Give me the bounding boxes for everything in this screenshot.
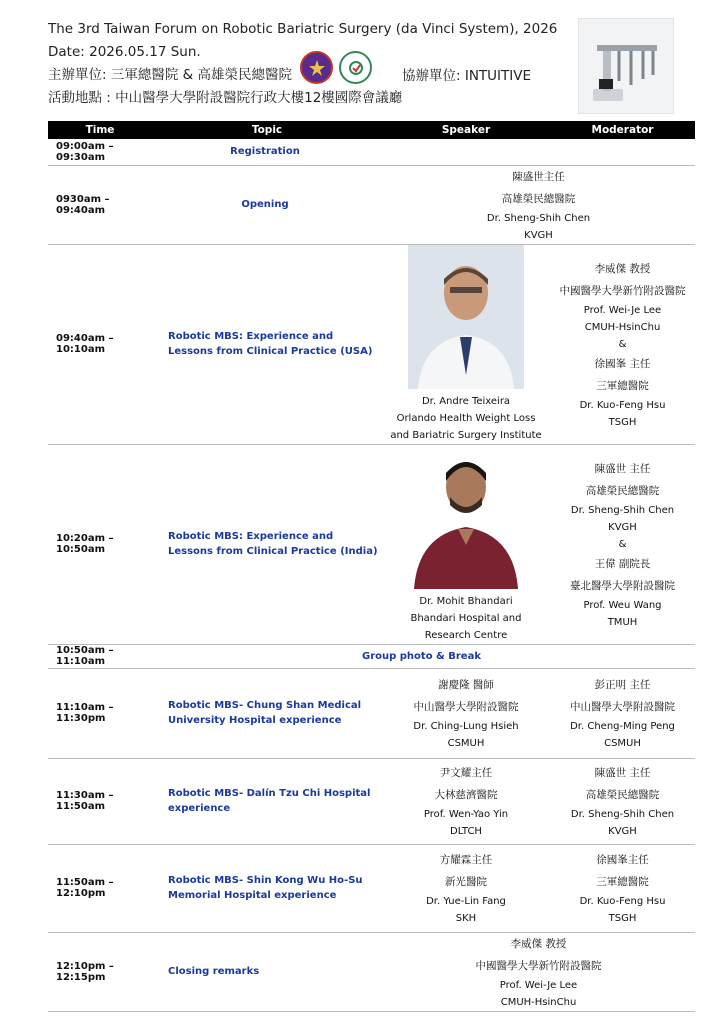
agenda-table: [48, 121, 695, 1012]
speaker-name-en: Dr. Yue-Lin Fang: [426, 896, 506, 907]
speaker-affiliation: and Bariatric Surgery Institute: [390, 429, 542, 441]
moderator-hospital-cn: 三軍總醫院: [596, 876, 649, 888]
speaker-affiliation: Orlando Health Weight Loss: [396, 412, 536, 424]
hospital-abbr: CMUH-HsinChu: [500, 996, 577, 1008]
moderator-name-en: Dr. Sheng-Shih Chen: [570, 504, 675, 516]
tsgh-logo-icon: [300, 51, 333, 84]
moderator-name-en: Prof. Weu Wang: [583, 599, 662, 611]
moderator-hospital-abbr: TSGH: [608, 913, 637, 924]
person-name-en: Dr. Sheng-Shih Chen: [486, 212, 591, 224]
row-time: 12:10pm – 12:15pm: [48, 932, 152, 1011]
moderator-hospital-abbr: TSGH: [608, 416, 637, 428]
moderator-hospital-abbr: KVGH: [608, 521, 637, 533]
row-time: 09:40am – 10:10am: [48, 244, 152, 444]
speaker-photo-mohit-bhandari: [408, 445, 524, 589]
agenda-row-closing: [48, 932, 695, 1011]
row-time: 09:00am –09:30am: [48, 139, 152, 165]
speaker-hospital-abbr: DLTCH: [450, 826, 482, 837]
agenda-header-row: [48, 121, 695, 139]
moderator-name-cn: 陳盛世 主任: [594, 767, 651, 779]
speaker-name-en: Prof. Wen-Yao Yin: [423, 809, 509, 820]
row-topic: Robotic MBS- Dalín Tzu Chi Hospital experience: [152, 758, 382, 844]
row-speaker: [382, 444, 550, 644]
host-logos: [300, 51, 372, 84]
row-time: 10:50am – 11:10am: [48, 644, 152, 668]
col-moderator: Moderator: [550, 121, 695, 139]
row-opening-officiant: [382, 165, 695, 244]
col-speaker: Speaker: [382, 121, 550, 139]
event-cohost: 協辦單位: INTUITIVE: [402, 68, 532, 84]
speaker-name: Dr. Andre Teixeira: [421, 395, 511, 407]
row-topic: Closing remarks: [152, 932, 382, 1011]
row-time: 11:50am – 12:10pm: [48, 844, 152, 932]
agenda-row-usa: [48, 244, 695, 444]
event-date: Date: 2026.05.17 Sun.: [48, 44, 201, 60]
moderator-name-en: Dr. Cheng-Ming Peng: [570, 721, 675, 732]
row-topic: Robotic MBS: Experience and Lessons from Clinical Practice (USA): [152, 244, 382, 444]
person-name-cn: 李威傑 教授: [510, 937, 567, 950]
event-venue: 活動地點 : 中山醫學大學附設醫院行政大樓12樓國際會議廳: [48, 90, 403, 106]
row-topic: Robotic MBS- Shin Kong Wu Ho-Su Memorial Hospital experience: [152, 844, 382, 932]
moderator-name-en: Prof. Wei-Je Lee: [583, 304, 662, 316]
moderator-hospital-abbr: KVGH: [608, 826, 637, 837]
row-moderator: [550, 668, 695, 758]
col-time: Time: [48, 121, 152, 139]
row-topic: Group photo & Break: [152, 644, 695, 668]
speaker-name-cn: 方耀霖主任: [439, 854, 493, 866]
hospital-abbr: KVGH: [524, 229, 553, 241]
row-time: 0930am – 09:40am: [48, 165, 152, 244]
agenda-row-break: [48, 644, 695, 668]
person-name-en: Prof. Wei-Je Lee: [499, 979, 578, 991]
moderator-name-en: Dr. Kuo-Feng Hsu: [579, 896, 666, 907]
agenda-row-india: [48, 444, 695, 644]
speaker-name-cn: 謝慶隆 醫師: [438, 679, 494, 691]
moderator-name-cn: 王偉 副院長: [594, 557, 651, 570]
row-time: 10:20am – 10:50am: [48, 444, 152, 644]
moderator-name-cn: 陳盛世 主任: [594, 462, 651, 475]
moderator-hospital-abbr: CMUH-HsinChu: [584, 321, 661, 333]
col-topic: Topic: [152, 121, 382, 139]
moderator-hospital-cn: 高雄榮民總醫院: [585, 789, 660, 801]
speaker-affiliation: Bhandari Hospital and: [410, 612, 522, 624]
speaker-hospital-cn: 新光醫院: [445, 876, 487, 888]
speaker-hospital-abbr: SKH: [455, 913, 477, 924]
moderator-name-en: Dr. Sheng-Shih Chen: [570, 809, 675, 820]
speaker-hospital-cn: 中山醫學大學附設醫院: [413, 701, 519, 713]
row-topic: Robotic MBS- Chung Shan Medical University Hospital experience: [152, 668, 382, 758]
row-speaker: [382, 244, 550, 444]
agenda-row-opening: [48, 165, 695, 244]
agenda-row-dalin: [48, 758, 695, 844]
person-name-cn: 陳盛世主任: [512, 170, 565, 183]
moderator-name-cn: 李威傑 教授: [594, 262, 651, 275]
row-speaker: [382, 758, 550, 844]
speaker-hospital-abbr: CSMUH: [447, 738, 485, 749]
speaker-hospital-cn: 大林慈濟醫院: [434, 789, 498, 801]
speaker-name: Dr. Mohit Bhandari: [419, 595, 513, 607]
kvgh-logo-icon: [339, 51, 372, 84]
row-topic: Robotic MBS: Experience and Lessons from Clinical Practice (India): [152, 444, 382, 644]
moderator-hospital-cn: 三軍總醫院: [596, 379, 649, 392]
row-speaker: [382, 844, 550, 932]
row-moderator: [550, 844, 695, 932]
hospital-cn: 中國醫學大學新竹附設醫院: [475, 959, 602, 972]
row-closing-officiant: [382, 932, 695, 1011]
agenda-row-skh: [48, 844, 695, 932]
speaker-name-en: Dr. Ching-Lung Hsieh: [413, 721, 519, 732]
row-moderator: [550, 758, 695, 844]
row-moderator: [550, 444, 695, 644]
speaker-affiliation: Research Centre: [424, 629, 508, 641]
row-topic: Opening: [152, 165, 382, 244]
moderator-separator: &: [618, 338, 627, 350]
hospital-cn: 高雄榮民總醫院: [501, 192, 576, 205]
moderator-hospital-cn: 臺北醫學大學附設醫院: [570, 579, 675, 592]
row-time: 11:10am – 11:30pm: [48, 668, 152, 758]
moderator-name-en: Dr. Kuo-Feng Hsu: [579, 399, 666, 411]
agenda-row-csmuh: [48, 668, 695, 758]
event-title: The 3rd Taiwan Forum on Robotic Bariatric Surgery (da Vinci System), 2026: [48, 21, 558, 37]
speaker-photo-andre-teixeira: [408, 245, 524, 389]
moderator-hospital-cn: 中國醫學大學新竹附設醫院: [559, 284, 686, 297]
row-topic: Registration: [152, 139, 382, 165]
moderator-name-cn: 彭正明 主任: [594, 679, 651, 691]
speaker-name-cn: 尹文耀主任: [439, 767, 493, 779]
moderator-name-cn: 徐國峯主任: [596, 854, 649, 866]
moderator-separator: &: [618, 538, 627, 550]
row-speaker: [382, 668, 550, 758]
row-moderator: [550, 244, 695, 444]
da-vinci-robot-image: [578, 18, 674, 114]
moderator-hospital-abbr: TMUH: [607, 616, 638, 628]
agenda-row-registration: [48, 139, 695, 165]
moderator-name-cn: 徐國峯 主任: [594, 357, 651, 370]
moderator-hospital-cn: 中山醫學大學附設醫院: [570, 701, 675, 713]
event-host: 主辦單位: 三軍總醫院 & 高雄榮民總醫院: [48, 67, 292, 83]
row-time: 11:30am – 11:50am: [48, 758, 152, 844]
moderator-hospital-cn: 高雄榮民總醫院: [585, 484, 660, 497]
moderator-hospital-abbr: CSMUH: [604, 738, 641, 749]
